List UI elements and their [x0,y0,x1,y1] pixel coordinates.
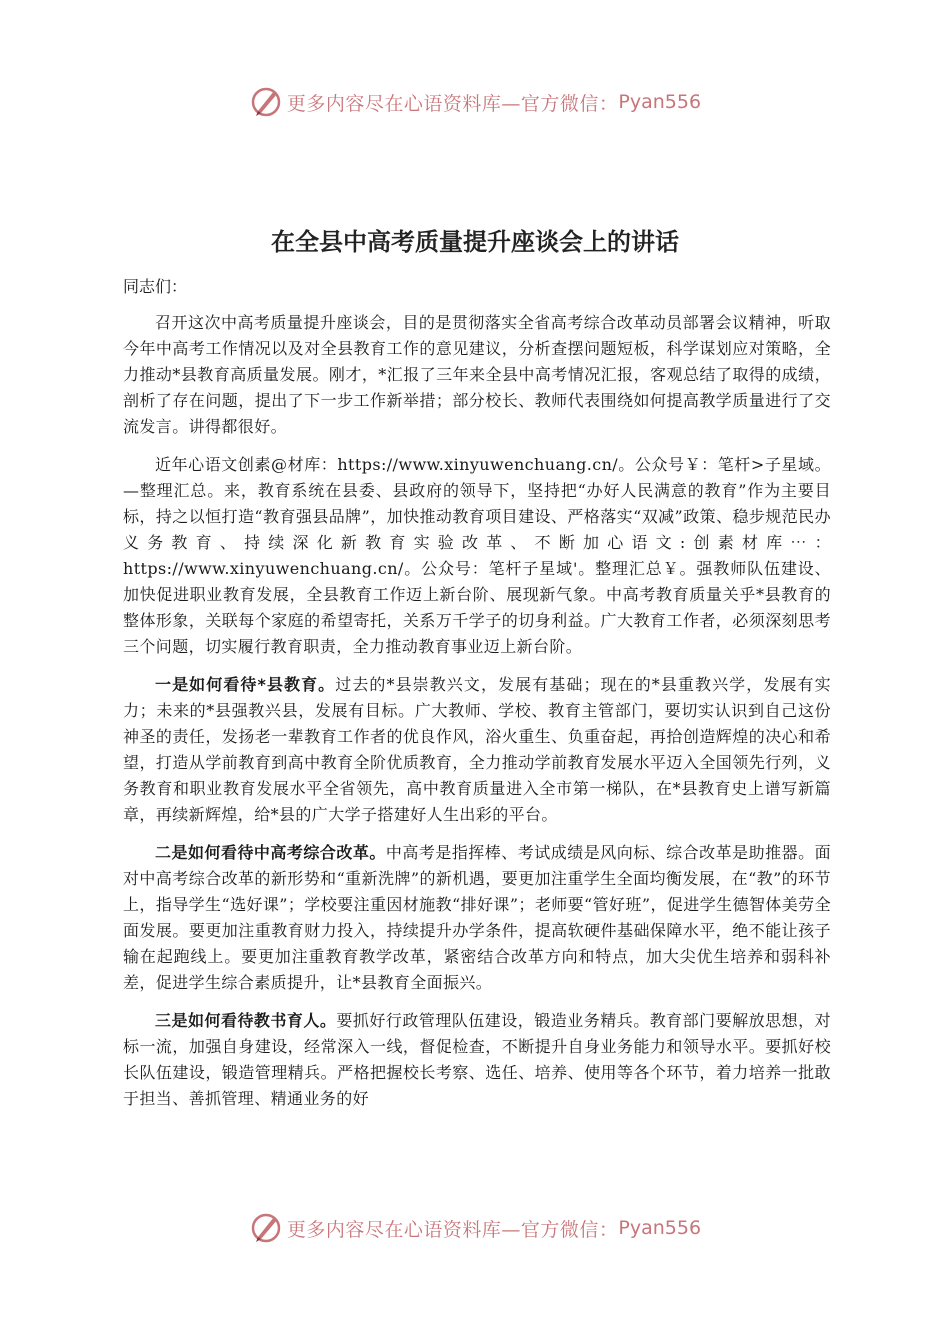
paragraph-4 [123,840,831,996]
paragraph-5 [123,1008,831,1112]
header-watermark-banner [0,82,950,122]
paragraph-lead: 二是如何看待中高考综合改革。 [155,843,386,862]
paragraph-lead: 一是如何看待*县教育。 [155,675,336,694]
paragraph-lead: 三是如何看待教书育人。 [155,1011,337,1030]
paragraph-text: 要抓好行政管理队伍建设，锻造业务精兵。教育部门要解放思想，对标一流，加强自身建设，经常深入一线，督促检查，不断提升自身业务能力和领导水平。要抓好校长队伍建设，锻造管理精兵。严格把握校长考察、选任、培养、使用等各个环节，着力培养一批敢于担当、善抓管理、精通业务的好 [123,1011,831,1108]
banner-wechat-id: Pyan556 [618,1217,702,1239]
banner-wechat-id: Pyan556 [618,91,702,113]
paragraph-3 [123,672,831,828]
document-body [123,274,831,1124]
paragraph-text: 召开这次中高考质量提升座谈会，目的是贯彻落实全省高考综合改革动员部署会议精神，听取今年中高考工作情况以及对全县教育工作的意见建议，分析查摆问题短板，科学谋划应对策略，全力推动*县教育高质量发展。刚才，*汇报了三年来全县中高考情况汇报，客观总结了取得的成绩，剖析了存在问题，提出了下一步工作新举措；部分校长、教师代表围绕如何提高教学质量进行了交流发言。讲得都很好。 [123,313,831,436]
pen-circle-icon [249,85,283,119]
paragraph-1 [123,310,831,440]
banner-text: 更多内容尽在心语资料库—官方微信： [286,92,619,115]
paragraph-2 [123,452,831,660]
salutation: 同志们： [123,277,188,296]
banner-text: 更多内容尽在心语资料库—官方微信： [286,1218,619,1241]
pen-circle-icon [249,1211,283,1245]
paragraph-text: 中高考是指挥棒、考试成绩是风向标、综合改革是助推器。面对中高考综合改革的新形势和“重新洗牌”的新机遇，要更加注重学生全面均衡发展，在“教”的环节上，指导学生“选好课”；学校要注重因材施教“排好课”；老师要“管好班”，促进学生德智体美劳全面发展。要更加注重教育财力投入，持续提升办学条件，提高软硬件基础保障水平，绝不能让孩子输在起跑线上。要更加注重教育教学改革，紧密结合改革方向和特点，加大尖优生培养和弱科补差，促进学生综合素质提升，让*县教育全面振兴。 [123,843,831,992]
paragraph-text: 近年心语文创素@材库：https://www.xinyuwenchuang.cn/。公众号￥：笔杆>子星域。—整理汇总。来，教育系统在县委、县政府的领导下，坚持把“办好人民满意的教育”作为主要目标，持之以恒打造“教育强县品牌”，加快推动教育项目建设、严格落实“双减”政策、稳步规范民办义务教育、持续深化新教育实验改革、不断加心语文:创素材库⋯：https://www.xinyuwenchuang.cn/。公众号：笔杆子星域'。整理汇总￥。强教师队伍建设、加快促进职业教育发展，全县教育工作迈上新台阶、展现新气象。中高考教育质量关乎*县教育的整体形象，关联每个家庭的希望寄托，关系万千学子的切身利益。广大教育工作者，必须深刻思考三个问题，切实履行教育职责，全力推动教育事业迈上新台阶。 [123,455,831,656]
document-title: 在全县中高考质量提升座谈会上的讲话 [271,228,679,256]
paragraph-text: 过去的*县崇教兴文，发展有基础；现在的*县重教兴学，发展有实力；未来的*县强教兴县，发展有目标。广大教师、学校、教育主管部门，要切实认识到自己这份神圣的责任，发扬老一辈教育工作者的优良作风，浴火重生、负重奋起，再拾创造辉煌的决心和希望，打造从学前教育到高中教育全阶优质教育，全力推动学前教育发展水平迈入全国领先行列，义务教育和职业教育发展水平全省领先，高中教育质量进入全市第一梯队，在*县教育史上谱写新篇章，再续新辉煌，给*县的广大学子搭建好人生出彩的平台。 [123,675,831,824]
footer-watermark-banner [0,1208,950,1248]
